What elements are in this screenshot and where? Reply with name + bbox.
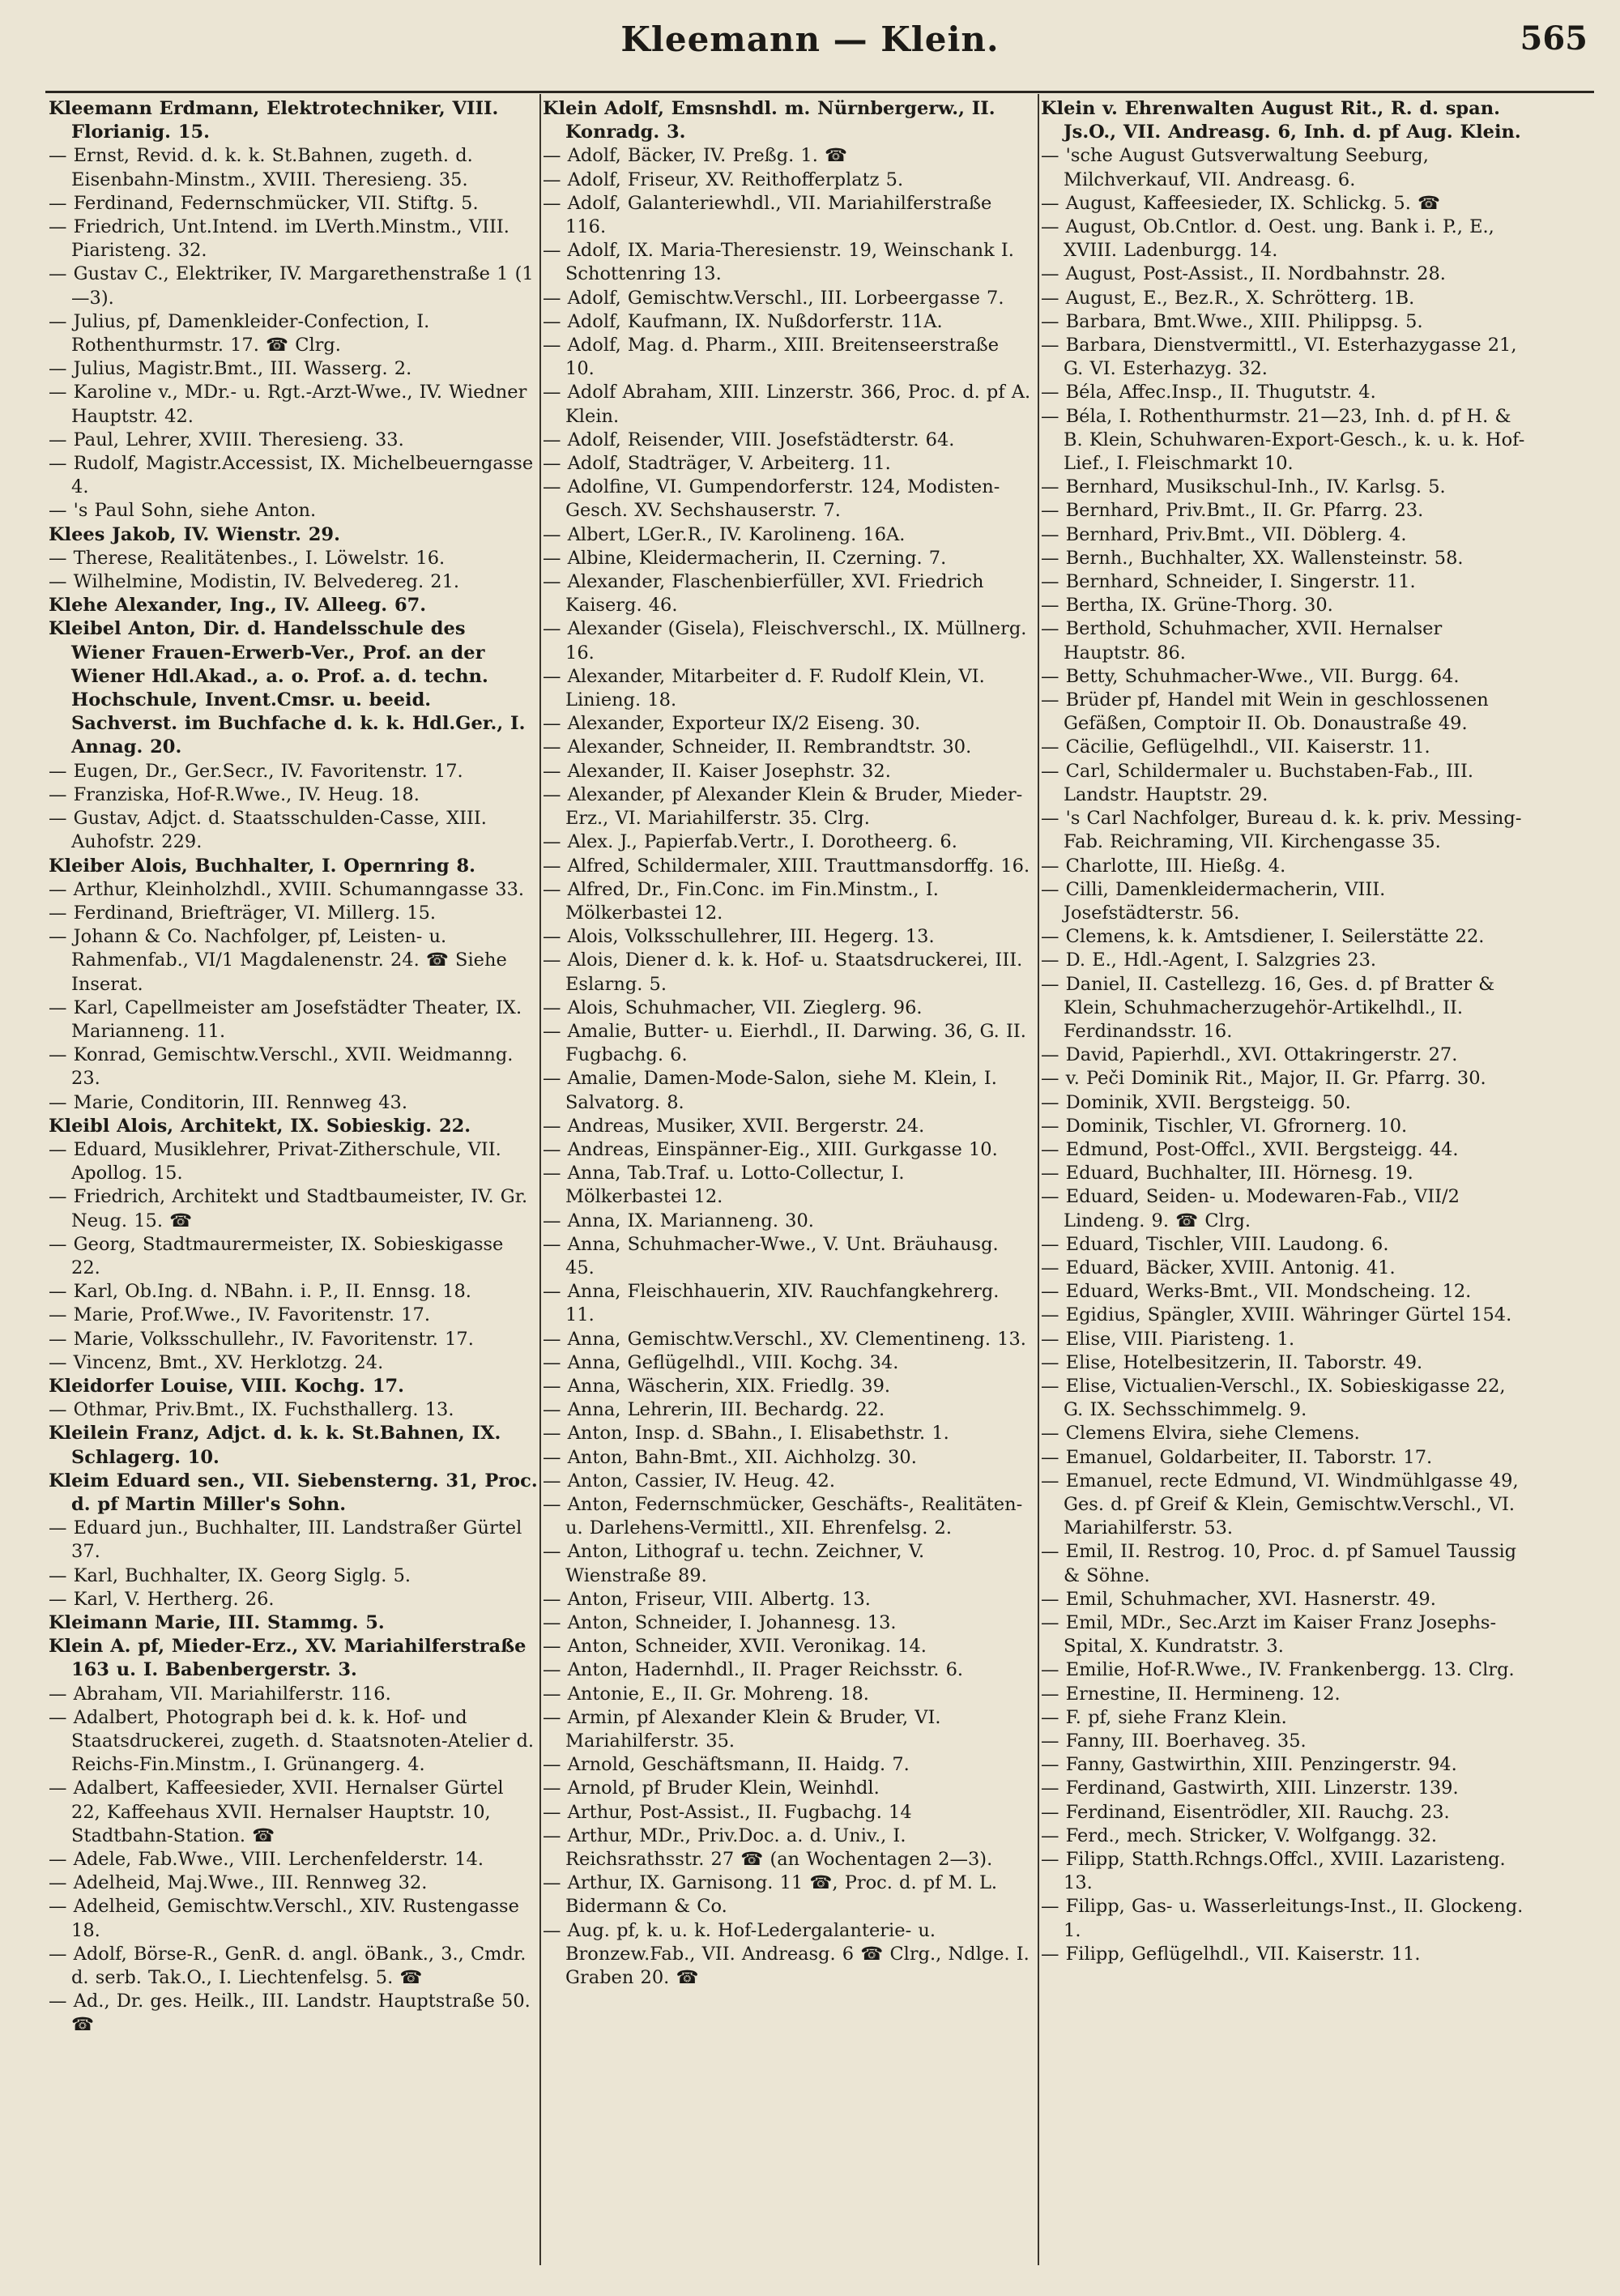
directory-entry: — Adele, Fab.Wwe., VIII. Lerchenfelderstr. 14.	[49, 1849, 484, 1871]
directory-entry: — Eduard jun., Buchhalter, III. Landstraßer Gürtel 37.	[49, 1517, 522, 1563]
directory-entry: — Othmar, Priv.Bmt., IX. Fuchsthallerg. 13.	[49, 1399, 454, 1421]
directory-entry: — Bernhard, Priv.Bmt., VII. Döblerg. 4.	[1041, 523, 1407, 545]
directory-entry: — Eugen, Dr., Ger.Secr., IV. Favoritenstr. 17.	[49, 760, 463, 782]
directory-entry: — Anna, Gemischtw.Verschl., XV. Clementineng. 13.	[543, 1328, 1026, 1350]
directory-entry: — Albine, Kleidermacherin, II. Czerning. 7.	[543, 547, 947, 569]
directory-entry: — Filipp, Gas- u. Wasserleitungs-Inst., II. Glockeng. 1.	[1041, 1896, 1524, 1941]
directory-entry: — Ferd., mech. Stricker, V. Wolfgangg. 32.	[1041, 1824, 1438, 1846]
directory-entry: — Adolf, Bäcker, IV. Preßg. 1. ☎	[543, 145, 848, 167]
directory-entry: — Barbara, Dienstvermittl., VI. Esterhazygasse 21, G. VI. Esterhazyg. 32.	[1041, 335, 1517, 380]
directory-entry: — Emanuel, Goldarbeiter, II. Taborstr. 17.	[1041, 1446, 1433, 1468]
directory-entry: — Karl, Buchhalter, IX. Georg Siglg. 5.	[49, 1564, 411, 1586]
directory-entry: — Emanuel, recte Edmund, VI. Windmühlgasse 49, Ges. d. pf Greif & Klein, Gemischtw.Verschl., VI. Mariahilferstr. 53.	[1041, 1470, 1519, 1539]
directory-entry: — Egidius, Spängler, XVIII. Währinger Gürtel 154.	[1041, 1304, 1512, 1326]
page-header	[0, 15, 1620, 65]
directory-entry: — Adolfine, VI. Gumpendorferstr. 124, Modisten-Gesch. XV. Sechshauserstr. 7.	[543, 476, 1000, 522]
directory-entry: — 's Paul Sohn, siehe Anton.	[49, 500, 317, 522]
directory-entry: — Barbara, Bmt.Wwe., XIII. Philippsg. 5.	[1041, 310, 1423, 332]
directory-entry: — Anton, Cassier, IV. Heug. 42.	[543, 1470, 836, 1492]
directory-entry: — Anna, Geflügelhdl., VIII. Kochg. 34.	[543, 1351, 899, 1373]
directory-entry: — Adalbert, Kaffeesieder, XVII. Hernalser Gürtel 22, Kaffeehaus XVII. Hernalser Hauptstr. 10, Stadtbahn-Station. ☎	[49, 1777, 504, 1846]
directory-entry: — Karl, V. Hertherg. 26.	[49, 1588, 275, 1610]
directory-entry: — August, Ob.Cntlor. d. Oest. ung. Bank i. P., E., XVIII. Ladenburgg. 14.	[1041, 216, 1494, 262]
directory-entry: — Anna, Lehrerin, III. Bechardg. 22.	[543, 1399, 885, 1421]
directory-entry: — Adolf, Gemischtw.Verschl., III. Lorbeergasse 7.	[543, 287, 1004, 309]
directory-entry: — Bernhard, Priv.Bmt., II. Gr. Pfarrg. 23.	[1041, 500, 1424, 522]
directory-entry: — Andreas, Einspänner-Eig., XIII. Gurkgasse 10.	[543, 1138, 998, 1160]
directory-entry-heading: Kleibl Alois, Architekt, IX. Sobieskig. 22.	[49, 1115, 471, 1137]
directory-entry-heading: Kleidorfer Louise, VIII. Kochg. 17.	[49, 1375, 404, 1397]
directory-entry: — Wilhelmine, Modistin, IV. Belvedereg. 21.	[49, 571, 460, 593]
directory-entry: — Amalie, Damen-Mode-Salon, siehe M. Klein, I. Salvatorg. 8.	[543, 1068, 997, 1113]
directory-entry: — Arthur, MDr., Priv.Doc. a. d. Univ., I. Reichsrathsstr. 27 ☎ (an Wochentagen 2—3).	[543, 1824, 993, 1871]
directory-entry: — Andreas, Musiker, XVII. Bergerstr. 24.	[543, 1115, 925, 1137]
directory-entry: — Emil, MDr., Sec.Arzt im Kaiser Franz Josephs-Spital, X. Kundratstr. 3.	[1041, 1612, 1497, 1658]
directory-entry: — Marie, Prof.Wwe., IV. Favoritenstr. 17.	[49, 1304, 430, 1326]
directory-entry: — Cäcilie, Geflügelhdl., VII. Kaiserstr. 11.	[1041, 736, 1430, 758]
directory-entry: — August, E., Bez.R., X. Schrötterg. 1B.	[1041, 287, 1415, 309]
directory-entry: — Julius, Magistr.Bmt., III. Wasserg. 2.	[49, 358, 412, 380]
directory-entry: — Vincenz, Bmt., XV. Herklotzg. 24.	[49, 1351, 384, 1373]
directory-entry: — Anton, Hadernhdl., II. Prager Reichsstr. 6.	[543, 1659, 964, 1681]
directory-entry: — v. Peči Dominik Rit., Major, II. Gr. Pfarrg. 30.	[1041, 1068, 1486, 1090]
directory-entry: — Eduard, Musiklehrer, Privat-Zitherschule, VII. Apollog. 15.	[49, 1138, 501, 1184]
directory-entry: — 's Carl Nachfolger, Bureau d. k. k. priv. Messing-Fab. Reichraming, VII. Kirchengasse 35.	[1041, 808, 1522, 853]
directory-entry: — Adolf, Börse-R., GenR. d. angl. öBank., 3., Cmdr. d. serb. Tak.O., I. Liechtenfelsg. 5. ☎	[49, 1943, 526, 1989]
directory-entry: — Anna, IX. Marianneng. 30.	[543, 1210, 814, 1231]
directory-entry: — Edmund, Post-Offcl., XVII. Bergsteigg. 44.	[1041, 1138, 1459, 1160]
directory-entry: — Charlotte, III. Hießg. 4.	[1041, 855, 1286, 877]
directory-entry: — Amalie, Butter- u. Eierhdl., II. Darwing. 36, G. II. Fugbachg. 6.	[543, 1020, 1026, 1066]
directory-entry: — Anton, Insp. d. SBahn., I. Elisabethstr. 1.	[543, 1423, 949, 1445]
directory-entry: — Friedrich, Architekt und Stadtbaumeister, IV. Gr. Neug. 15. ☎	[49, 1186, 528, 1231]
directory-entry: — Bernhard, Schneider, I. Singerstr. 11.	[1041, 571, 1416, 593]
column-divider	[539, 94, 541, 2265]
directory-entry: — Alois, Volksschullehrer, III. Hegerg. 13.	[543, 926, 935, 948]
directory-entry: — Adolf, Friseur, XV. Reithofferplatz 5.	[543, 169, 904, 190]
directory-entry: — Elise, Victualien-Verschl., IX. Sobieskigasse 22, G. IX. Sechsschimmelg. 9.	[1041, 1375, 1506, 1421]
directory-entry: — Marie, Volksschullehr., IV. Favoritenstr. 17.	[49, 1328, 474, 1350]
directory-entry: — Ferdinand, Gastwirth, XIII. Linzerstr. 139.	[1041, 1777, 1459, 1799]
directory-entry: — August, Kaffeesieder, IX. Schlickg. 5. ☎	[1041, 192, 1441, 214]
running-head: Kleemann — Klein.	[620, 19, 1000, 59]
directory-entry: — Therese, Realitätenbes., I. Löwelstr. 16.	[49, 547, 446, 569]
directory-entry: — Ad., Dr. ges. Heilk., III. Landstr. Hauptstraße 50. ☎	[49, 1991, 531, 2036]
directory-entry: — Fanny, III. Boerhaveg. 35.	[1041, 1731, 1307, 1752]
column-divider	[1038, 94, 1039, 2265]
directory-entry: — Eduard, Buchhalter, III. Hörnesg. 19.	[1041, 1163, 1413, 1184]
directory-entry: — Filipp, Statth.Rchngs.Offcl., XVIII. Lazaristeng. 13.	[1041, 1849, 1506, 1894]
directory-entry: — D. E., Hdl.-Agent, I. Salzgries 23.	[1041, 950, 1377, 971]
directory-entry: — Clemens, k. k. Amtsdiener, I. Seilerstätte 22.	[1041, 926, 1485, 948]
directory-column-3	[1041, 97, 1531, 2285]
directory-entry: — Adolf, Reisender, VIII. Josefstädterstr. 64.	[543, 429, 955, 450]
directory-entry: — Anton, Schneider, XVII. Veronikag. 14.	[543, 1636, 927, 1658]
directory-entry: — Alexander, II. Kaiser Josephstr. 32.	[543, 760, 891, 782]
directory-entry: — Alois, Schuhmacher, VII. Zieglerg. 96.	[543, 996, 923, 1018]
directory-entry: — Arnold, Geschäftsmann, II. Haidg. 7.	[543, 1754, 910, 1776]
directory-entry: — Bertha, IX. Grüne-Thorg. 30.	[1041, 595, 1333, 617]
directory-entry: — Adalbert, Photograph bei d. k. k. Hof- und Staatsdruckerei, zugeth. d. Staatsnoten-Atelier d. Reichs-Fin.Minstm., I. Grünangerg. 4.	[49, 1706, 534, 1776]
directory-entry: — Adolf, Mag. d. Pharm., XIII. Breitenseerstraße 10.	[543, 335, 1000, 380]
directory-entry: — Eduard, Werks-Bmt., VII. Mondscheing. 12.	[1041, 1281, 1472, 1303]
directory-entry: — Alois, Diener d. k. k. Hof- u. Staatsdruckerei, III. Eslarng. 5.	[543, 950, 1023, 995]
directory-entry: — Alex. J., Papierfab.Vertr., I. Dorotheerg. 6.	[543, 831, 957, 853]
directory-entry: — Béla, I. Rothenthurmstr. 21—23, Inh. d. pf H. & B. Klein, Schuhwaren-Export-Gesch., k. u. k. Hof-Lief., I. Fleischmarkt 10.	[1041, 405, 1525, 475]
directory-column-2	[543, 97, 1033, 2285]
directory-entry: — Georg, Stadtmaurermeister, IX. Sobieskigasse 22.	[49, 1233, 504, 1278]
directory-entry: — Aug. pf, k. u. k. Hof-Ledergalanterie- u. Bronzew.Fab., VII. Andreasg. 6 ☎ Clrg., Ndlge. I. Graben 20. ☎	[543, 1919, 1030, 1989]
directory-entry: — Emil, Schuhmacher, XVI. Hasnerstr. 49.	[1041, 1588, 1436, 1610]
directory-entry: — Armin, pf Alexander Klein & Bruder, VI. Mariahilferstr. 35.	[543, 1706, 941, 1752]
directory-entry: — Ferdinand, Federnschmücker, VII. Stiftg. 5.	[49, 192, 479, 214]
directory-entry: — 'sche August Gutsverwaltung Seeburg, Milchverkauf, VII. Andreasg. 6.	[1041, 145, 1429, 190]
directory-entry: — Brüder pf, Handel mit Wein in geschlossenen Gefäßen, Comptoir II. Ob. Donaustraße 49.	[1041, 689, 1489, 735]
directory-entry: — Carl, Schildermaler u. Buchstaben-Fab., III. Landstr. Hauptstr. 29.	[1041, 760, 1473, 805]
directory-entry: — Alexander (Gisela), Fleischverschl., IX. Müllnerg. 16.	[543, 618, 1027, 664]
directory-entry: — Filipp, Geflügelhdl., VII. Kaiserstr. 11.	[1041, 1943, 1421, 1965]
directory-entry: — Julius, pf, Damenkleider-Confection, I. Rothenthurmstr. 17. ☎ Clrg.	[49, 310, 430, 356]
directory-entry-heading: Klein Adolf, Emsnshdl. m. Nürnbergerw., II. Konradg. 3.	[543, 98, 995, 143]
directory-entry: — August, Post-Assist., II. Nordbahnstr. 28.	[1041, 263, 1446, 285]
directory-entry: — Gustav, Adjct. d. Staatsschulden-Casse, XIII. Auhofstr. 229.	[49, 808, 487, 853]
directory-entry: — Alexander, Exporteur IX/2 Eiseng. 30.	[543, 713, 921, 735]
directory-entry: — Johann & Co. Nachfolger, pf, Leisten- u. Rahmenfab., VI/1 Magdalenenstr. 24. ☎ Siehe Inserat.	[49, 926, 507, 995]
directory-entry: — Karoline v., MDr.- u. Rgt.-Arzt-Wwe., IV. Wiedner Hauptstr. 42.	[49, 382, 527, 427]
directory-entry: — Arthur, Kleinholzhdl., XVIII. Schumanngasse 33.	[49, 878, 525, 900]
directory-entry: — Anton, Friseur, VIII. Albertg. 13.	[543, 1588, 871, 1610]
directory-entry: — Friedrich, Unt.Intend. im LVerth.Minstm., VIII. Piaristeng. 32.	[49, 216, 509, 262]
directory-entry-heading: Kleimann Marie, III. Stammg. 5.	[49, 1612, 385, 1633]
directory-entry: — Gustav C., Elektriker, IV. Margarethenstraße 1 (1—3).	[49, 263, 534, 309]
directory-entry: — Arnold, pf Bruder Klein, Weinhdl.	[543, 1777, 880, 1799]
directory-entry: — Alfred, Dr., Fin.Conc. im Fin.Minstm., I. Mölkerbastei 12.	[543, 878, 939, 924]
directory-entry: — Ferdinand, Briefträger, VI. Millerg. 15.	[49, 902, 437, 924]
directory-entry: — Elise, Hotelbesitzerin, II. Taborstr. 49.	[1041, 1351, 1423, 1373]
directory-entry: — Anton, Lithograf u. techn. Zeichner, V. Wienstraße 89.	[543, 1541, 925, 1586]
directory-entry: — Emil, II. Restrog. 10, Proc. d. pf Samuel Taussig & Söhne.	[1041, 1541, 1517, 1586]
directory-entry: — Franziska, Hof-R.Wwe., IV. Heug. 18.	[49, 783, 420, 805]
directory-entry-heading: Kleiber Alois, Buchhalter, I. Opernring 8.	[49, 855, 475, 877]
page-number: 565	[1520, 19, 1588, 58]
directory-entry: — Arthur, IX. Garnisong. 11 ☎, Proc. d. pf M. L. Bidermann & Co.	[543, 1872, 998, 1918]
directory-entry: — Alexander, Schneider, II. Rembrandtstr. 30.	[543, 736, 972, 758]
directory-entry: — Dominik, Tischler, VI. Gfrornerg. 10.	[1041, 1115, 1408, 1137]
directory-entry: — Rudolf, Magistr.Accessist, IX. Michelbeuerngasse 4.	[49, 453, 534, 498]
header-rule	[45, 91, 1594, 93]
directory-entry: — Clemens Elvira, siehe Clemens.	[1041, 1423, 1360, 1445]
directory-entry-heading: Kleemann Erdmann, Elektrotechniker, VIII. Florianig. 15.	[49, 98, 499, 143]
directory-entry: — Albert, LGer.R., IV. Karolineng. 16A.	[543, 523, 906, 545]
directory-entry: — Alexander, Flaschenbierfüller, XVI. Friedrich Kaiserg. 46.	[543, 571, 984, 617]
directory-entry: — Eduard, Tischler, VIII. Laudong. 6.	[1041, 1233, 1389, 1255]
directory-entry: — Ernst, Revid. d. k. k. St.Bahnen, zugeth. d. Eisenbahn-Minstm., XVIII. Theresieng. 35.	[49, 145, 473, 190]
directory-entry: — David, Papierhdl., XVI. Ottakringerstr. 27.	[1041, 1044, 1458, 1066]
directory-entry: — Anna, Tab.Traf. u. Lotto-Collectur, I. Mölkerbastei 12.	[543, 1163, 905, 1208]
directory-entry: — Ernestine, II. Hermineng. 12.	[1041, 1683, 1341, 1705]
directory-entry-heading: Klein A. pf, Mieder-Erz., XV. Mariahilferstraße 163 u. I. Babenbergerstr. 3.	[49, 1636, 526, 1681]
directory-entry-heading: Klees Jakob, IV. Wienstr. 29.	[49, 523, 340, 545]
directory-entry: — Dominik, XVII. Bergsteigg. 50.	[1041, 1091, 1351, 1113]
directory-entry: — Adolf, Kaufmann, IX. Nußdorferstr. 11A.	[543, 310, 943, 332]
directory-entry: — Arthur, Post-Assist., II. Fugbachg. 14	[543, 1801, 912, 1823]
directory-entry: — Betty, Schuhmacher-Wwe., VII. Burgg. 64.	[1041, 665, 1460, 687]
directory-entry-heading: Klein v. Ehrenwalten August Rit., R. d. span. Js.O., VII. Andreasg. 6, Inh. d. pf Aug. Klein.	[1041, 98, 1521, 143]
directory-entry: — Bernhard, Musikschul-Inh., IV. Karlsg. 5.	[1041, 476, 1446, 498]
directory-entry: — Anna, Fleischhauerin, XIV. Rauchfangkehrerg. 11.	[543, 1281, 1000, 1326]
directory-entry: — Marie, Conditorin, III. Rennweg 43.	[49, 1091, 407, 1113]
directory-entry: — Alfred, Schildermaler, XIII. Trauttmansdorffg. 16.	[543, 855, 1030, 877]
directory-entry: — Eduard, Bäcker, XVIII. Antonig. 41.	[1041, 1257, 1396, 1278]
directory-entry: — Adolf, IX. Maria-Theresienstr. 19, Weinschank I. Schottenring 13.	[543, 240, 1014, 285]
directory-entry-heading: Kleibel Anton, Dir. d. Handelsschule des Wiener Frauen-Erwerb-Ver., Prof. an der Wiener Hdl.Akad., a. o. Prof. a. d. techn. Hochschule, Invent.Cmsr. u. beeid. Sachverst. im Buchfache d. k. k. Hdl.Ger., I. Annag. 20.	[49, 618, 526, 758]
directory-entry: — Abraham, VII. Mariahilferstr. 116.	[49, 1683, 391, 1705]
directory-entry: — Alexander, pf Alexander Klein & Bruder, Mieder-Erz., VI. Mariahilferstr. 35. Clrg.	[543, 783, 1023, 830]
directory-entry: — Anna, Schuhmacher-Wwe., V. Unt. Bräuhausg. 45.	[543, 1233, 999, 1278]
directory-entry: — Konrad, Gemischtw.Verschl., XVII. Weidmanng. 23.	[49, 1044, 514, 1090]
directory-entry-heading: Klehe Alexander, Ing., IV. Alleeg. 67.	[49, 595, 427, 617]
directory-entry: — F. pf, siehe Franz Klein.	[1041, 1706, 1287, 1728]
directory-entry-heading: Kleilein Franz, Adjct. d. k. k. St.Bahnen, IX. Schlagerg. 10.	[49, 1423, 501, 1468]
directory-column-1	[49, 97, 539, 2285]
directory-entry: — Berthold, Schuhmacher, XVII. Hernalser Hauptstr. 86.	[1041, 618, 1443, 664]
directory-entry: — Anton, Bahn-Bmt., XII. Aichholzg. 30.	[543, 1446, 917, 1468]
directory-entry: — Paul, Lehrer, XVIII. Theresieng. 33.	[49, 429, 404, 450]
directory-entry: — Adolf, Stadträger, V. Arbeiterg. 11.	[543, 453, 891, 475]
directory-entry: — Emilie, Hof-R.Wwe., IV. Frankenbergg. 13. Clrg.	[1041, 1659, 1515, 1681]
directory-entry: — Béla, Affec.Insp., II. Thugutstr. 4.	[1041, 382, 1376, 403]
directory-entry: — Karl, Ob.Ing. d. NBahn. i. P., II. Ennsg. 18.	[49, 1281, 471, 1303]
directory-entry: — Adelheid, Maj.Wwe., III. Rennweg 32.	[49, 1872, 428, 1894]
directory-entry: — Bernh., Buchhalter, XX. Wallensteinstr. 58.	[1041, 547, 1464, 569]
directory-entry: — Cilli, Damenkleidermacherin, VIII. Josefstädterstr. 56.	[1041, 878, 1386, 924]
directory-entry: — Karl, Capellmeister am Josefstädter Theater, IX. Marianneng. 11.	[49, 996, 522, 1042]
directory-entry: — Anna, Wäscherin, XIX. Friedlg. 39.	[543, 1375, 891, 1397]
directory-entry: — Adelheid, Gemischtw.Verschl., XIV. Rustengasse 18.	[49, 1896, 519, 1941]
directory-entry: — Elise, VIII. Piaristeng. 1.	[1041, 1328, 1295, 1350]
directory-entry-heading: Kleim Eduard sen., VII. Siebensterng. 31, Proc. d. pf Martin Miller's Sohn.	[49, 1470, 538, 1515]
directory-entry: — Antonie, E., II. Gr. Mohreng. 18.	[543, 1683, 869, 1705]
directory-entry: — Alexander, Mitarbeiter d. F. Rudolf Klein, VI. Linieng. 18.	[543, 665, 985, 711]
directory-entry: — Anton, Schneider, I. Johannesg. 13.	[543, 1612, 897, 1633]
directory-entry: — Anton, Federnschmücker, Geschäfts-, Realitäten- u. Darlehens-Vermittl., XII. Ehrenfelsg. 2.	[543, 1493, 1023, 1539]
directory-entry: — Fanny, Gastwirthin, XIII. Penzingerstr. 94.	[1041, 1754, 1457, 1776]
directory-entry: — Adolf, Galanteriewhdl., VII. Mariahilferstraße 116.	[543, 192, 992, 238]
directory-entry: — Ferdinand, Eisentrödler, XII. Rauchg. 23.	[1041, 1801, 1450, 1823]
directory-entry: — Adolf Abraham, XIII. Linzerstr. 366, Proc. d. pf A. Klein.	[543, 382, 1031, 427]
directory-entry: — Daniel, II. Castellezg. 16, Ges. d. pf Bratter & Klein, Schuhmacherzugehör-Artikelhdl., II. Ferdinandsstr. 16.	[1041, 973, 1495, 1042]
directory-entry: — Eduard, Seiden- u. Modewaren-Fab., VII/2 Lindeng. 9. ☎ Clrg.	[1041, 1186, 1460, 1231]
